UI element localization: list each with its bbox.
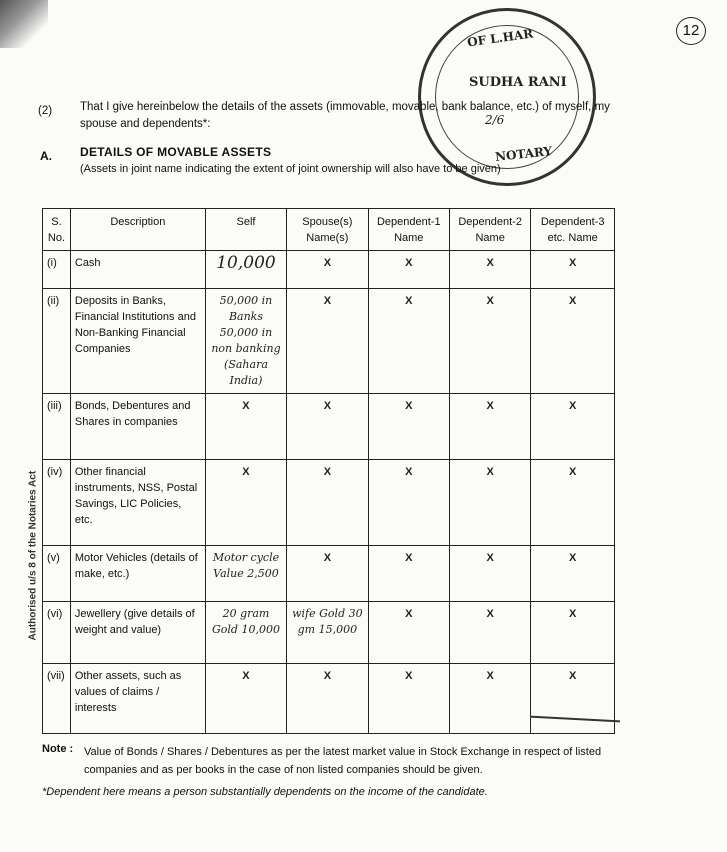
scan-edge-shadow [0, 0, 48, 48]
paragraph-text: That I give hereinbelow the details of the assets (immovable, movable, bank balance, etc.) of myself, my spouse and dependents*: [80, 101, 610, 130]
cell-dependent-3: X [531, 289, 615, 394]
cell-spouse: X [287, 546, 368, 602]
note-label: Note : [42, 743, 74, 755]
cell-dependent-2: X [449, 251, 530, 289]
cell-dependent-2: X [449, 602, 530, 664]
notary-stamp [418, 8, 596, 186]
cell-dependent-1: X [368, 460, 449, 546]
table-header-row [43, 209, 615, 251]
cell-sno: (vii) [43, 664, 71, 734]
header-dependent-2: Dependent-2 Name [449, 209, 530, 251]
table-row [43, 251, 615, 289]
cell-self: 50,000 in Banks 50,000 in non banking (Sahara India) [205, 289, 286, 394]
cell-spouse: X [287, 460, 368, 546]
cell-description: Other financial instruments, NSS, Postal Savings, LIC Policies, etc. [70, 460, 205, 546]
cell-spouse: X [287, 289, 368, 394]
cell-description: Cash [70, 251, 205, 289]
paragraph-number: (2) [38, 105, 53, 117]
cell-sno: (v) [43, 546, 71, 602]
cell-dependent-1: X [368, 289, 449, 394]
cell-dependent-3: X [531, 394, 615, 460]
cell-self: 20 gram Gold 10,000 [205, 602, 286, 664]
cell-dependent-3: X [531, 546, 615, 602]
cell-spouse: X [287, 664, 368, 734]
cell-dependent-3: X [531, 251, 615, 289]
cell-dependent-1: X [368, 664, 449, 734]
cell-dependent-2: X [449, 394, 530, 460]
cell-dependent-1: X [368, 546, 449, 602]
stamp-date: 2/6 [485, 113, 505, 127]
stamp-bottom-text: NOTARY [494, 144, 553, 164]
page-number: 12 [676, 17, 706, 45]
cell-sno: (i) [43, 251, 71, 289]
header-spouse: Spouse(s) Name(s) [287, 209, 368, 251]
header-dependent-3: Dependent-3 etc. Name [531, 209, 615, 251]
table-row [43, 546, 615, 602]
cell-dependent-2: X [449, 664, 530, 734]
cell-dependent-3: X [531, 602, 615, 664]
section-title: DETAILS OF MOVABLE ASSETS [80, 145, 272, 159]
cell-self: X [205, 460, 286, 546]
header-self: Self [205, 209, 286, 251]
cell-spouse: X [287, 251, 368, 289]
cell-spouse: X [287, 394, 368, 460]
cell-self: X [205, 394, 286, 460]
note-text: Value of Bonds / Shares / Debentures as per the latest market value in Stock Exchange in respect of listed companies and as per books in the case of non listed companies should be given. [84, 746, 602, 776]
section-letter: A. [40, 149, 52, 163]
cell-dependent-1: X [368, 394, 449, 460]
cell-sno: (vi) [43, 602, 71, 664]
table-row [43, 460, 615, 546]
cell-dependent-2: X [449, 289, 530, 394]
stamp-top-text: OF L.HAR [466, 26, 535, 50]
cell-description: Motor Vehicles (details of make, etc.) [70, 546, 205, 602]
cell-spouse: wife Gold 30 gm 15,000 [287, 602, 368, 664]
table-row [43, 664, 615, 734]
table-row [43, 602, 615, 664]
table-row [43, 394, 615, 460]
cell-self: 10,000 [205, 251, 286, 289]
cell-sno: (iii) [43, 394, 71, 460]
cell-sno: (iv) [43, 460, 71, 546]
cell-dependent-1: X [368, 251, 449, 289]
cell-description: Other assets, such as values of claims / interests [70, 664, 205, 734]
cell-sno: (ii) [43, 289, 71, 394]
cell-description: Bonds, Debentures and Shares in companies [70, 394, 205, 460]
footnote: *Dependent here means a person substantially dependents on the income of the candidate. [42, 786, 488, 798]
table-row [43, 289, 615, 394]
margin-notary-note: Authorised u/s 8 of the Notaries Act [27, 470, 39, 641]
stamp-name: SUDHA RANI [469, 75, 567, 90]
movable-assets-table [42, 208, 615, 734]
header-sno: S. No. [43, 209, 71, 251]
cell-dependent-1: X [368, 602, 449, 664]
cell-dependent-2: X [449, 460, 530, 546]
cell-dependent-2: X [449, 546, 530, 602]
cell-self: Motor cycle Value 2,500 [205, 546, 286, 602]
section-note: (Assets in joint name indicating the extent of joint ownership will also have to be given) [80, 163, 501, 175]
cell-description: Deposits in Banks, Financial Institutions and Non-Banking Financial Companies [70, 289, 205, 394]
header-dependent-1: Dependent-1 Name [368, 209, 449, 251]
header-description: Description [70, 209, 205, 251]
cell-self: X [205, 664, 286, 734]
cell-description: Jewellery (give details of weight and value) [70, 602, 205, 664]
stamp-inner-ring [435, 25, 579, 169]
cell-dependent-3: X [531, 664, 615, 734]
cell-dependent-3: X [531, 460, 615, 546]
